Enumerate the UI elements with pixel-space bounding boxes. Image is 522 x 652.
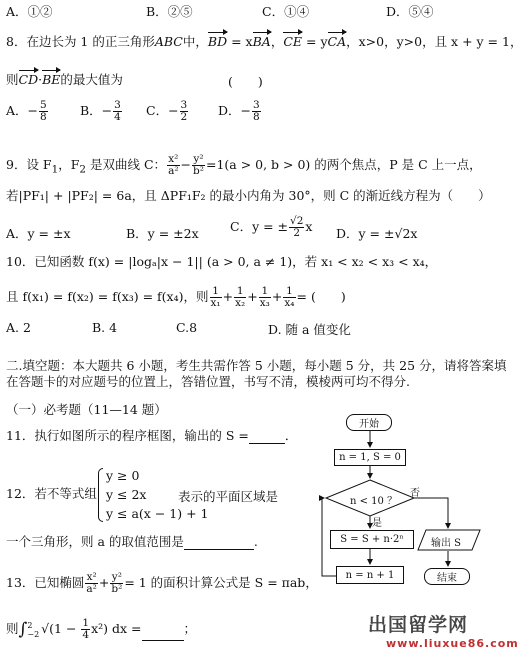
q7-option-b: B．②⑤ <box>146 4 193 19</box>
q9-option-b: B．y = ±2x <box>126 226 199 241</box>
flow-increment: n = n + 1 <box>336 566 404 584</box>
flow-no-label: 否 <box>410 488 420 499</box>
watermark-url: www.liuxue86.com <box>386 637 519 650</box>
q10-option-d: D. 随 a 值变化 <box>268 322 351 337</box>
section2-intro: 二.填空题：本大题共 6 小题，考生共需作答 5 小题，每小题 5 分，共 25 分，请将答案填 <box>6 358 507 373</box>
q8-stem: 8．在边长为 1 的正三角形ABC中，BD = xBA，CE = yCA，x>0，y>0，且 x + y = 1， <box>6 34 522 49</box>
q10-option-a: A. 2 <box>6 320 31 335</box>
q9-stem: 9．设 $F_1$，$F_2$ 是双曲线 C： $\frac{\text{x²}}{\text{a²}}$ − $\frac{\text{y²}}{\text{b²}}$ =1(a > 0, b > 0) 的两个焦点，P 是 C 上一点， <box>6 153 482 177</box>
flow-condition-text: n < 10 ？ <box>350 496 398 507</box>
q8-answer-paren: ( ) <box>228 74 263 89</box>
q12-condition-1: y ≥ 0 <box>106 468 140 483</box>
q10-stem-line2: 且 f(x₁) = f(x₂) = f(x₃) = f(x₄)，则 $\frac{1}{\text{x₁}}$ + $\frac{1}{\text{x₂}}$ + $\frac{1}{\text{x₃}}$ + $\frac{1}{\text{x₄}}$ = ( ) <box>6 285 346 309</box>
q9-option-c: C．y = ± $\frac{√2}{2}$ x <box>230 215 313 239</box>
watermark <box>368 610 519 650</box>
q12-tail: 表示的平面区域是 <box>178 489 279 504</box>
watermark-cn: 出国留学网 <box>368 614 469 636</box>
q12-line2: 一个三角形，则 a 的取值范围是 . <box>6 534 258 549</box>
q8-option-b: B．− $\frac{3}{4}$ <box>80 99 121 123</box>
section2-intro-line2: 在答题卡的对应题号的位置上，答错位置，书写不清，模棱两可均不得分. <box>6 374 410 389</box>
q8-stem-line2: 则CD·BE的最大值为 <box>6 72 123 87</box>
q13-stem: 13．已知椭圆 $\frac{\text{x²}}{\text{a²}}$ + $\frac{\text{y²}}{\text{b²}}$ = 1 的面积计算公式是 S = πab， <box>6 571 318 595</box>
q9-option-a: A．y = ±x <box>6 226 71 241</box>
q12-condition-3: y ≤ a(x − 1) + 1 <box>106 506 209 521</box>
q12-condition-2: y ≤ 2x <box>106 487 147 502</box>
flow-output-text: 输出 S <box>431 538 462 549</box>
q10-option-b: B. 4 <box>92 320 118 335</box>
section2-subheading: （一）必考题（11—14 题） <box>6 402 167 417</box>
arrow-cond-to-output <box>414 498 448 528</box>
q10-option-c: C.8 <box>176 320 198 335</box>
q12-lead: 12．若不等式组 <box>6 486 97 501</box>
q7-option-d: D．⑤④ <box>386 4 434 19</box>
flow-init: n = 1, S = 0 <box>334 449 406 466</box>
q9-stem-line2: 若|PF₁| + |PF₂| = 6a，且 ΔPF₁F₂ 的最小内角为 30°，则 C 的渐近线方程为（ ） <box>6 188 491 203</box>
flow-end: 结束 <box>424 568 470 585</box>
q8-option-d: D．− $\frac{3}{8}$ <box>218 99 260 123</box>
q13-line2: 则∫ 2 −2 √(1 − $\frac{1}{4}$ x²) dx = ； <box>6 617 197 641</box>
q7-option-a: A．①② <box>6 4 53 19</box>
q9-option-d: D．y = ±√2x <box>336 226 418 241</box>
q10-stem: 10．已知函数 f(x) = |logₐ|x − 1|| (a > 0, a ≠ 1)，若 x₁ < x₂ < x₃ < x₄， <box>6 254 438 269</box>
q7-option-c: C．①④ <box>262 4 310 19</box>
q8-option-a: A．− $\frac{5}{8}$ <box>6 99 47 123</box>
flow-yes-label: 是 <box>372 518 382 529</box>
flow-start: 开始 <box>346 414 392 431</box>
q11-stem: 11．执行如图所示的程序框图，输出的 S = ． <box>6 428 298 443</box>
q8-option-c: C．− $\frac{3}{2}$ <box>146 99 188 123</box>
flow-assign: S = S + n·2ⁿ <box>330 530 414 549</box>
